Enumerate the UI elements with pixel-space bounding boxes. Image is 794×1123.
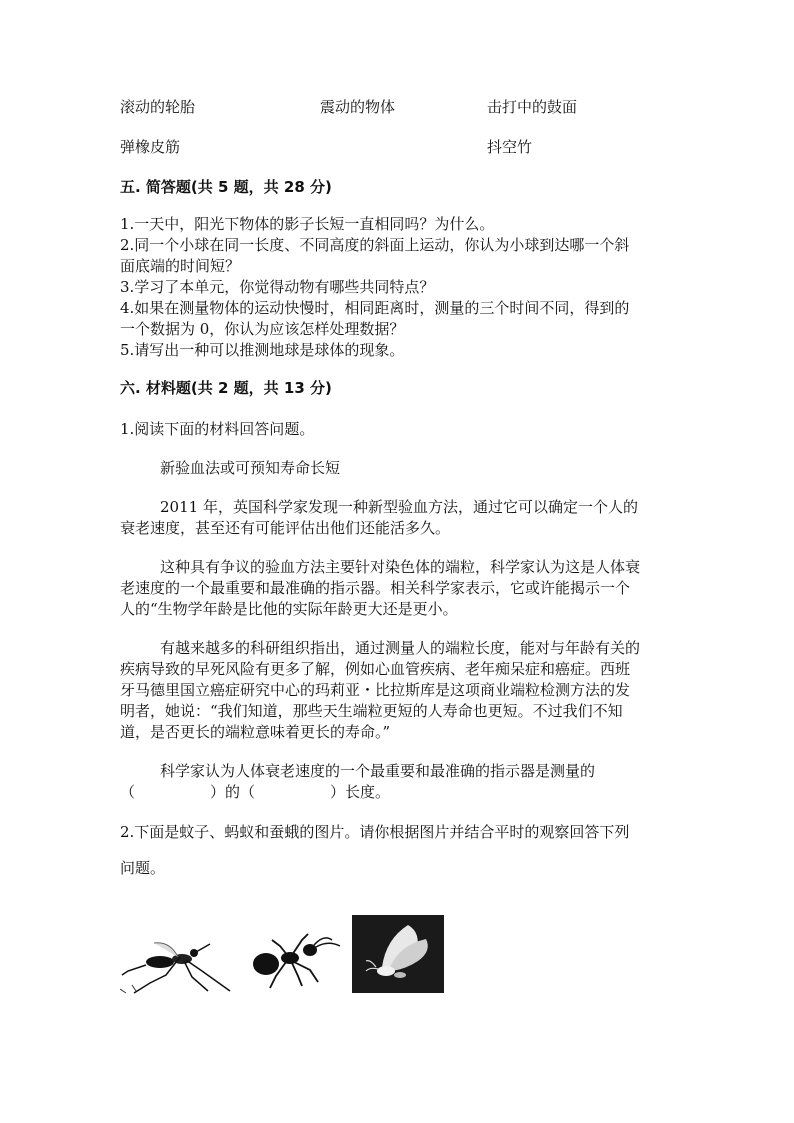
s5-line-7: 5.请写出一种可以推测地球是球体的现象。: [120, 341, 405, 359]
option-rubber-band: 弹橡皮筋: [120, 138, 181, 156]
option-vibrating-object: 震动的物体: [320, 98, 396, 116]
section5-title: 五. 简答题(共 5 题，共 28 分): [120, 178, 332, 196]
q2-line-1: 2.下面是蚊子、蚂蚁和蚕蛾的图片。请你根据图片并结合平时的观察回答下列: [120, 823, 630, 841]
para1-line-2: 衰老速度，甚至还有可能评估出他们还能活多久。: [120, 519, 451, 537]
para4-line-1: 科学家认为人体衰老速度的一个最重要和最准确的指示器是测量的: [160, 762, 596, 780]
s5-line-5: 4.如果在测量物体的运动快慢时，相同距离时，测量的三个时间不同，得到的: [120, 299, 630, 317]
para3-line-5: 道，是否更长的端粒意味着更长的寿命。”: [120, 723, 391, 741]
para3-line-3: 牙马德里国立癌症研究中心的玛莉亚・比拉斯库是这项商业端粒检测方法的发: [120, 681, 631, 699]
para3-line-2: 疾病导致的早死风险有更多了解，例如心血管疾病、老年痴呆症和癌症。西班: [120, 660, 631, 678]
para4-blanks: （ ）的（ ）长度。: [120, 783, 391, 801]
s5-line-1: 1.一天中，阳光下物体的影子长短一直相同吗？为什么。: [120, 215, 495, 233]
ant-image: [246, 928, 344, 990]
q2-line-2: 问题。: [120, 859, 166, 877]
option-rolling-tire: 滚动的轮胎: [120, 98, 196, 116]
para3-line-4: 明者，她说：“我们知道，那些天生端粒更短的人寿命也更短。不过我们不知: [120, 702, 623, 720]
para2-line-3: 人的“生物学年龄是比他的实际年龄更大还是更小。: [120, 600, 458, 618]
option-diabolo: 抖空竹: [487, 138, 533, 156]
para2-line-1: 这种具有争议的验血方法主要针对染色体的端粒，科学家认为这是人体衰: [160, 558, 641, 576]
s5-line-2: 2.同一个小球在同一长度、不同高度的斜面上运动，你认为小球到达哪一个斜: [120, 236, 630, 254]
s5-line-3: 面底端的时间短？: [120, 257, 241, 275]
section6-title: 六. 材料题(共 2 题，共 13 分): [120, 379, 332, 397]
silkmoth-image: [352, 915, 444, 993]
para2-line-2: 老速度的一个最重要和最准确的指示器。相关科学家表示，它或许能揭示一个: [120, 579, 631, 597]
s6-q1-intro: 1.阅读下面的材料回答问题。: [120, 420, 315, 438]
article-title: 新验血法或可预知寿命长短: [160, 459, 341, 477]
mosquito-image: [120, 935, 238, 995]
para3-line-1: 有越来越多的科研组织指出，通过测量人的端粒长度，能对与年龄有关的: [160, 639, 641, 657]
s5-line-6: 一个数据为 0，你认为应该怎样处理数据？: [120, 320, 405, 338]
option-drum-surface: 击打中的鼓面: [487, 98, 578, 116]
para1-line-1: 2011 年，英国科学家发现一种新型验血方法，通过它可以确定一个人的: [160, 498, 638, 516]
s5-line-4: 3.学习了本单元，你觉得动物有哪些共同特点？: [120, 278, 435, 296]
